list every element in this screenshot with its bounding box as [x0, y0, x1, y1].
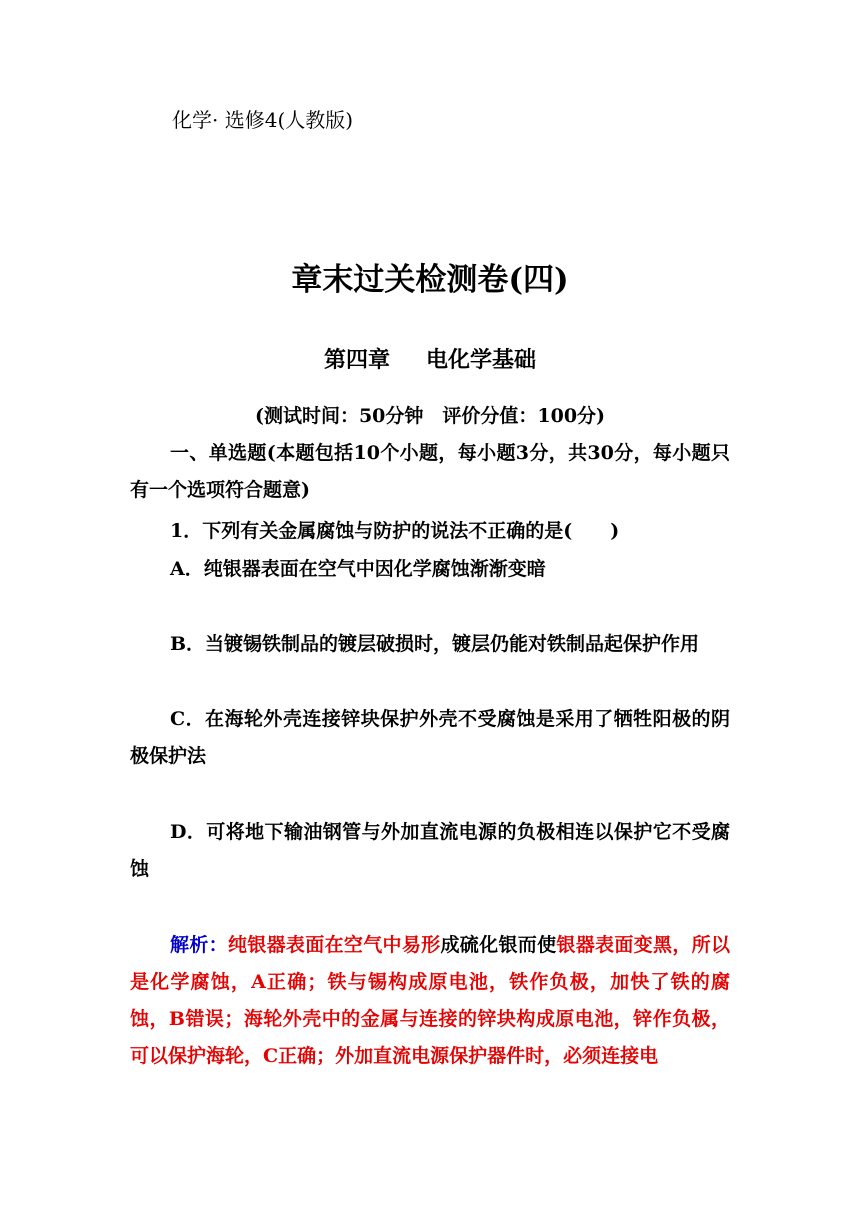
analysis-text-1: 纯银器表面在空气中易形 [227, 934, 441, 956]
section-instruction: 一、单选题(本题包括10个小题，每小题3分，共30分，每小题只有一个选项符合题意) [130, 442, 730, 501]
analysis-label: 解析： [170, 934, 228, 956]
test-meta: (测试时间：50分钟 评价分值：100分) [254, 405, 606, 427]
analysis-block [130, 927, 730, 1075]
option-a: A．纯银器表面在空气中因化学腐蚀渐渐变暗 [170, 558, 546, 580]
chapter-name: 电化学基础 [426, 347, 537, 373]
question-stem: 1．下列有关金属腐蚀与防护的说法不正确的是( ) [170, 520, 620, 542]
option-d: D．可将地下输油钢管与外加直流电源的负极相连以保护它不受腐蚀 [130, 821, 730, 880]
chapter-number: 第四章 [323, 347, 390, 373]
option-c: C．在海轮外壳连接锌块保护外壳不受腐蚀是采用了牺牲阳极的阴极保护法 [130, 708, 730, 767]
option-b: B．当镀锡铁制品的镀层破损时，镀层仍能对铁制品起保护作用 [170, 633, 700, 655]
analysis-text-2: 成硫化银而使 [440, 934, 557, 956]
page-title: 章末过关检测卷(四) [291, 262, 569, 298]
chapter-heading [0, 343, 860, 374]
book-header: 化学· 选修4(人教版) [172, 108, 354, 132]
analysis-text-3: 银器表面变黑，所以是化学腐蚀，A正确；铁与锡构成原电池，铁作负极，加快了铁的腐蚀，B错误；海轮外壳中的金属与连接的锌块构成原电池，锌作负极，可以保护海轮，C正确；外加直流电源保护器件时，必须连接电 [130, 934, 730, 1067]
